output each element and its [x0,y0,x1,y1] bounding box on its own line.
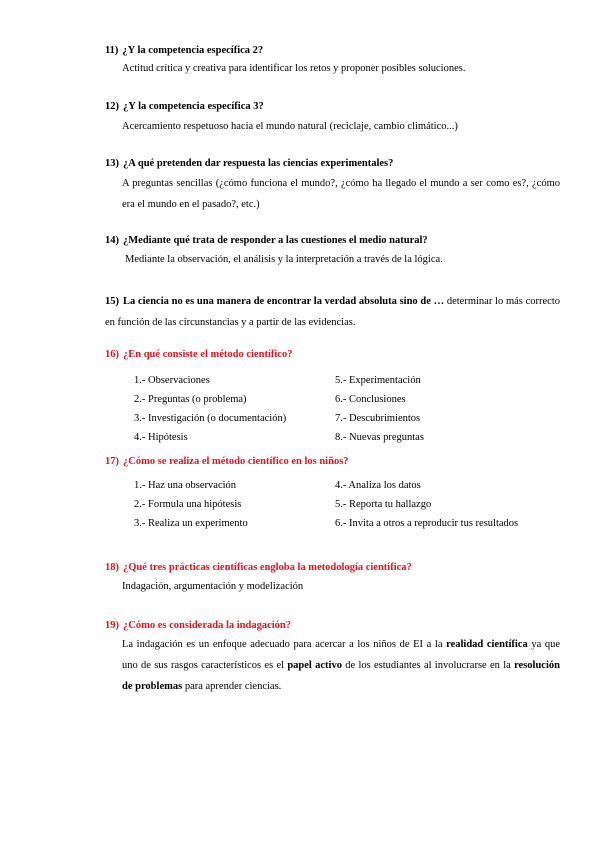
question-text: ¿Y la competencia específica 2? [122,45,264,56]
question-text: ¿A qué pretenden dar respuesta las ciencias experimentales? [123,158,394,169]
list-item: 4.- Analiza los datos [335,480,421,491]
question-19 [105,619,560,633]
question-14 [105,234,560,248]
list-item: 6.- Conclusiones [335,394,406,405]
answer-text: de los estudiantes al involucrarse en la [341,660,515,671]
question-16 [105,348,560,362]
question-number: 17) [105,456,119,467]
list-item: 2.- Formula una hipótesis [134,499,242,510]
question-number: 13) [105,158,119,169]
question-number: 15) [105,296,119,307]
question-text: ¿Qué tres prácticas científicas engloba la metodología científica? [123,562,412,573]
answer-bold: resolución de problemas [122,660,560,692]
list-item: 5.- Experimentación [335,375,421,386]
question-text: ¿Y la competencia específica 3? [123,101,264,112]
question-17 [105,455,560,469]
question-text: ¿Cómo es considerada la indagación? [123,620,292,631]
question-18 [105,561,560,575]
question-number: 18) [105,562,119,573]
answer-19 [122,634,560,697]
answer-text: ya que uno de sus rasgos característicos es el [122,639,560,671]
answer-bold: realidad científica [446,639,528,650]
question-11 [105,44,560,58]
question-text: ¿Cómo se realiza el método científico en los niños? [123,456,349,467]
list-item: 3.- Investigación (o documentación) [134,413,287,424]
question-text-rest: determinar lo más correcto en función de las circunstancias y a partir de las evidencias. [105,296,560,328]
answer-text: para aprender ciencias. [182,681,282,692]
list-item: 8.- Nuevas preguntas [335,432,424,443]
question-text: ¿Mediante qué trata de responder a las cuestiones el medio natural? [123,235,428,246]
answer-11: Actitud crítica y creativa para identificar los retos y proponer posibles soluciones. [122,63,466,74]
list-item: 2.- Preguntas (o problema) [134,394,247,405]
question-number: 14) [105,235,119,246]
question-number: 16) [105,349,119,360]
question-12 [105,100,560,114]
question-text: ¿En qué consiste el método científico? [123,349,293,360]
question-number: 11) [105,45,119,56]
list-item: 5.- Reporta tu hallazgo [335,499,432,510]
question-number: 12) [105,101,119,112]
list-item: 4.- Hipótesis [134,432,188,443]
list-item: 7.- Descubrimientos [335,413,421,424]
list-item: 1.- Observaciones [134,375,210,386]
question-15 [105,291,560,333]
answer-12: Acercamiento respetuoso hacia el mundo natural (reciclaje, cambio climático...) [122,121,458,132]
question-text-bold: La ciencia no es una manera de encontrar la verdad absoluta sino de … [123,296,445,307]
answer-13: A preguntas sencillas (¿cómo funciona el mundo?, ¿cómo ha llegado el mundo a ser como es?, ¿cómo era el mundo en el pasado?, etc.) [122,178,560,210]
answer-text: La indagación es un enfoque adecuado para acercar a los niños de EI a la [122,639,447,650]
question-number: 19) [105,620,119,631]
list-item: 3.- Realiza un experimento [134,518,248,529]
answer-14: Mediante la observación, el análisis y la interpretación a través de la lógica. [125,254,443,265]
question-13 [105,157,560,171]
answer-bold: papel activo [287,660,342,671]
answer-18: Indagación, argumentación y modelización [122,581,304,592]
list-item: 6.- Invita a otros a reproducir tus resultados [335,518,519,529]
list-item: 1.- Haz una observación [134,480,237,491]
